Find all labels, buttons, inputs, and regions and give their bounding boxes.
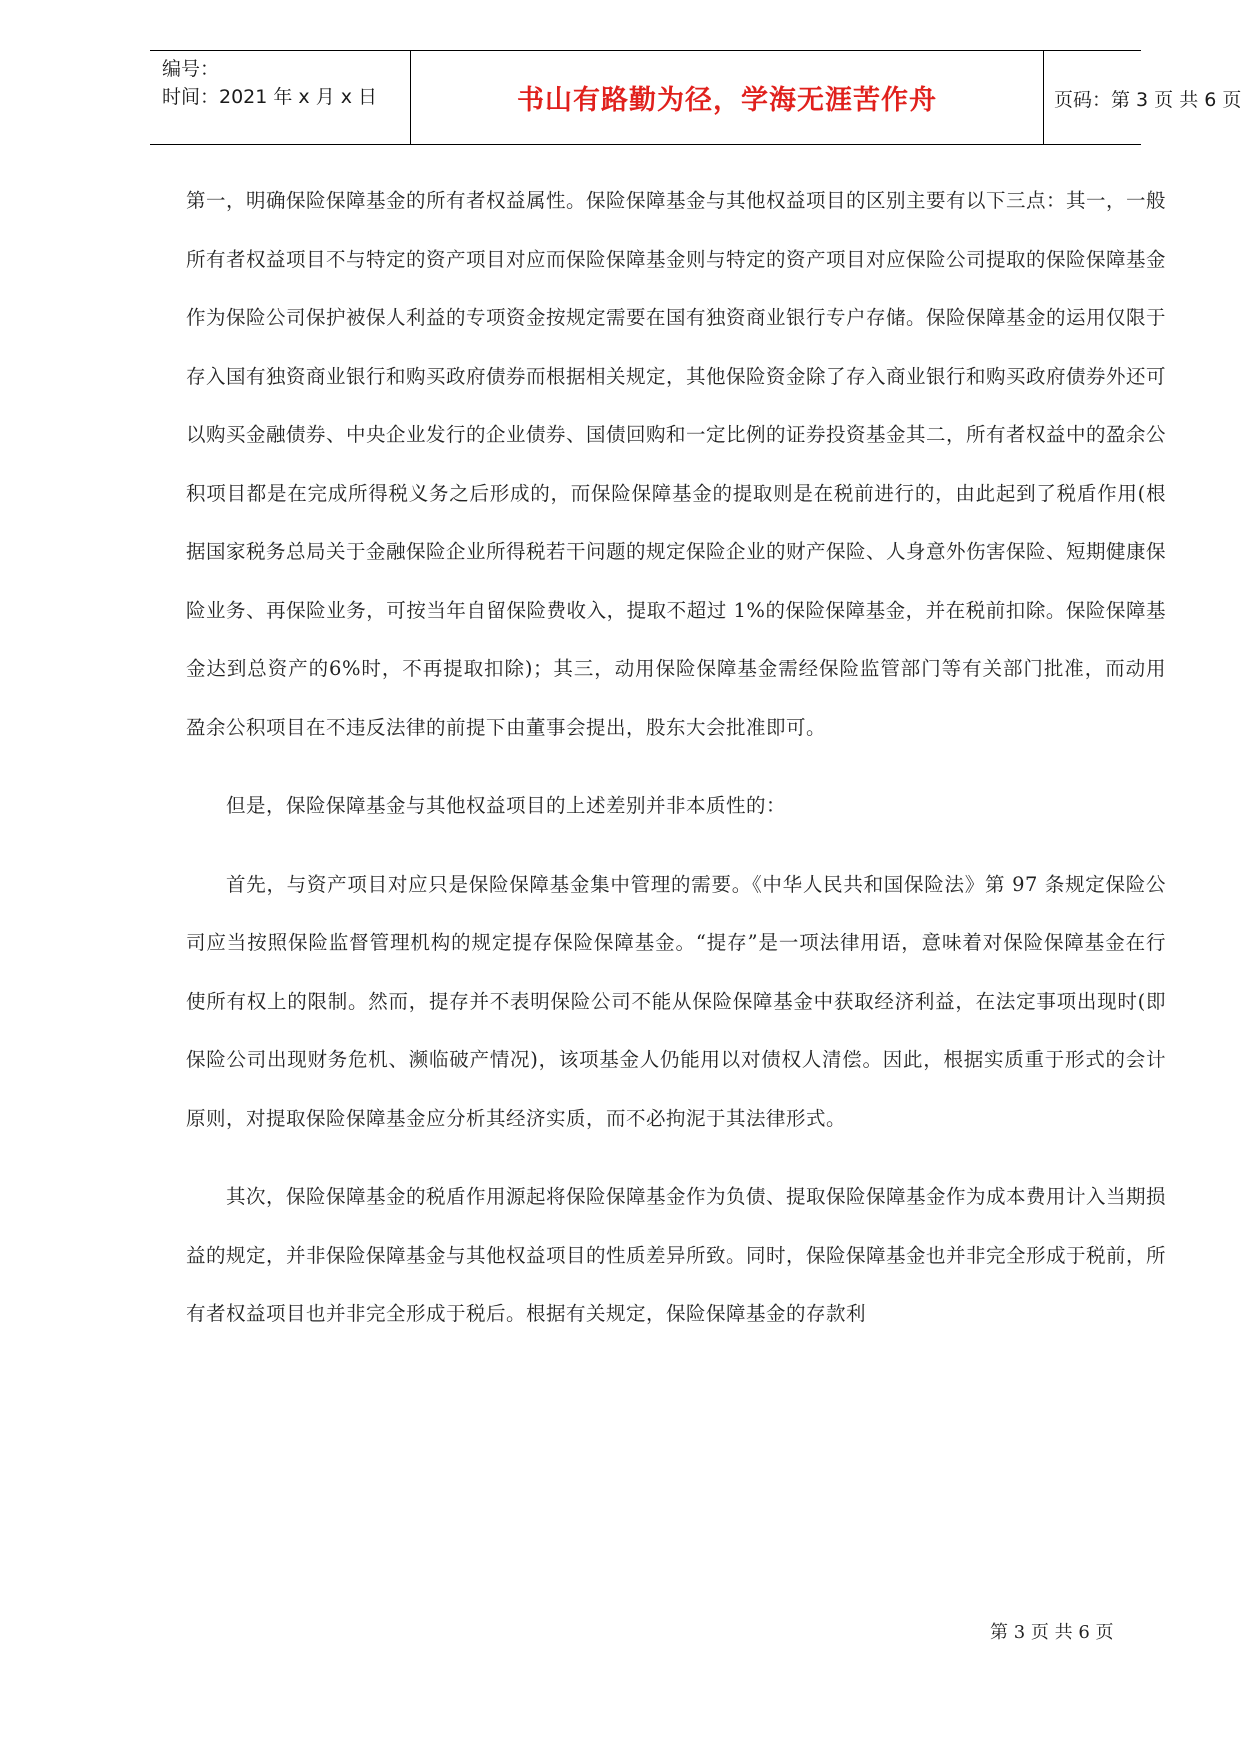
document-header <box>150 50 1241 145</box>
document-body <box>186 172 1166 1344</box>
header-motto: 书山有路勤为径，学海无涯苦作舟 <box>517 85 937 116</box>
page-footer-number: 第 3 页 共 6 页 <box>990 1622 1114 1643</box>
document-number-label: 编号： <box>162 58 220 80</box>
document-time-label: 时间：2021 年 x 月 x 日 <box>162 86 378 108</box>
body-paragraph-3: 首先，与资产项目对应只是保险保障基金集中管理的需要。《中华人民共和国保险法》第 97 条规定保险公司应当按照保险监督管理机构的规定提存保险保障基金。“提存”是一项法律用语，意味着对保险保障基金在行使所有权上的限制。然而，提存并不表明保险公司不能从保险保障基金中获取经济利益，在法定事项出现时(即保险公司出现财务危机、濒临破产情况)，该项基金人仍能用以对债权人清偿。因此，根据实质重于形式的会计原则，对提取保险保障基金应分析其经济实质，而不必拘泥于其法律形式。 <box>186 872 1166 1130</box>
body-paragraph-2: 但是，保险保障基金与其他权益项目的上述差别并非本质性的： <box>226 794 787 817</box>
header-meta-cell <box>150 51 410 144</box>
body-paragraph-4: 其次，保险保障基金的税盾作用源起将保险保障基金作为负债、提取保险保障基金作为成本费用计入当期损益的规定，并非保险保障基金与其他权益项目的性质差异所致。同时，保险保障基金也并非完全形成于税前，所有者权益项目也并非完全形成于税后。根据有关规定，保险保障基金的存款利 <box>186 1185 1167 1325</box>
header-motto-cell <box>410 51 1044 144</box>
header-page-number: 页码：第 3 页 共 6 页 <box>1054 89 1241 111</box>
header-page-cell <box>1042 51 1241 144</box>
body-paragraph-1: 第一，明确保险保障基金的所有者权益属性。保险保障基金与其他权益项目的区别主要有以下三点：其一，一般所有者权益项目不与特定的资产项目对应而保险保障基金则与特定的资产项目对应保险公司提取的保险保障基金作为保险公司保护被保人利益的专项资金按规定需要在国有独资商业银行专户存储。保险保障基金的运用仅限于存入国有独资商业银行和购买政府债券而根据相关规定，其他保险资金除了存入商业银行和购买政府债券外还可以购买金融债券、中央企业发行的企业债券、国债回购和一定比例的证券投资基金其二，所有者权益中的盈余公积项目都是在完成所得税义务之后形成的，而保险保障基金的提取则是在税前进行的，由此起到了税盾作用(根据国家税务总局关于金融保险企业所得税若干问题的规定保险企业的财产保险、人身意外伤害保险、短期健康保险业务、再保险业务，可按当年自留保险费收入，提取不超过 1%的保险保障基金，并在税前扣除。保险保障基金达到总资产的6%时，不再提取扣除)；其三，动用保险保障基金需经保险监管部门等有关部门批准，而动用盈余公积项目在不违反法律的前提下由董事会提出，股东大会批准即可。 <box>186 189 1167 739</box>
